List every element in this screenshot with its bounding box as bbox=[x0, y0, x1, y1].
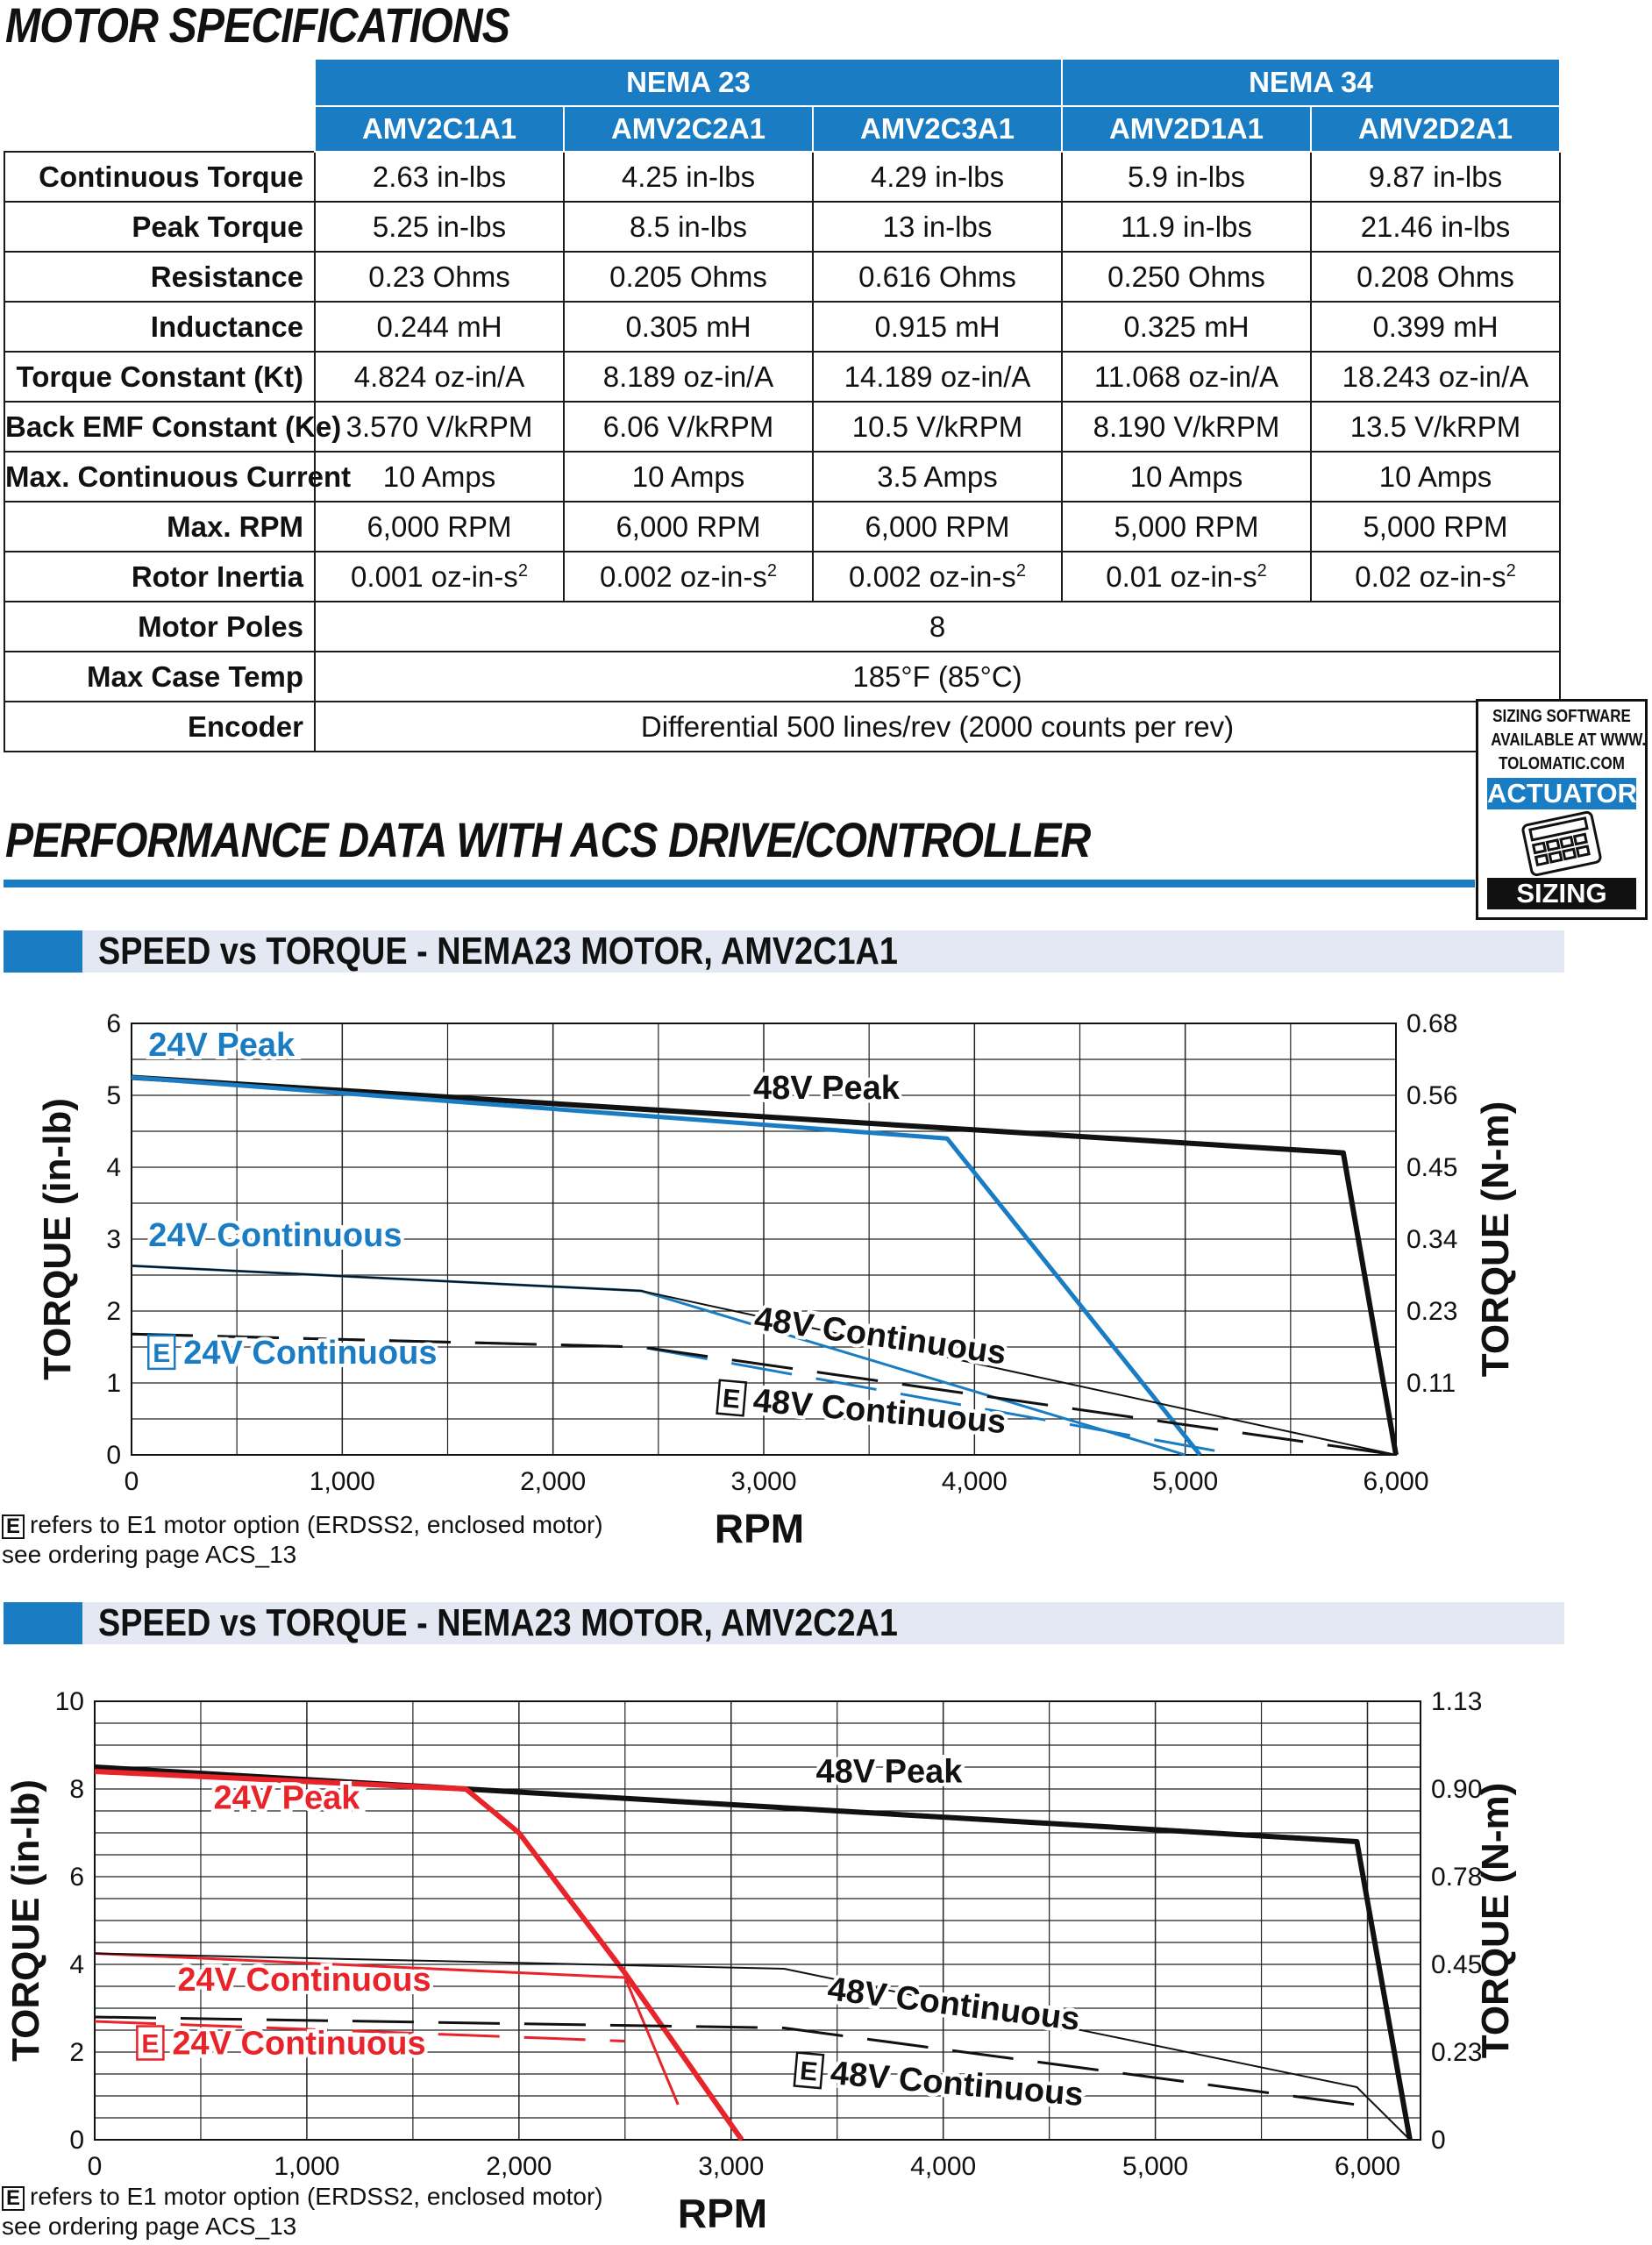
spec-value: 0.002 oz-in-s bbox=[600, 559, 767, 593]
spec-row-label: Torque Constant (Kt) bbox=[4, 352, 315, 402]
y2-tick-label: 0.45 bbox=[1431, 1950, 1483, 1979]
spec-row bbox=[4, 152, 1560, 202]
spec-value: 0.305 mH bbox=[625, 310, 751, 343]
spec-value: 5,000 RPM bbox=[1114, 510, 1259, 543]
spec-cell bbox=[1062, 152, 1311, 202]
y-tick-label: 5 bbox=[106, 1081, 121, 1110]
spec-cell bbox=[813, 302, 1062, 352]
y-tick-label: 1 bbox=[106, 1369, 121, 1398]
x-tick-label: 2,000 bbox=[486, 2152, 552, 2181]
spec-cell bbox=[1062, 452, 1311, 502]
y2-tick-label: 0.23 bbox=[1431, 2038, 1483, 2067]
series-label: 48V Peak bbox=[752, 1070, 900, 1108]
spec-row bbox=[4, 252, 1560, 302]
spec-value: 0.01 oz-in-s bbox=[1106, 559, 1257, 593]
spec-value: 13 in-lbs bbox=[882, 210, 993, 243]
x-tick-label: 4,000 bbox=[910, 2152, 977, 2181]
spec-value: 10 Amps bbox=[1378, 460, 1492, 493]
spec-row bbox=[4, 452, 1560, 502]
spec-cell bbox=[315, 252, 564, 302]
spec-row-label: Max. RPM bbox=[4, 502, 315, 552]
spec-cell bbox=[564, 552, 813, 602]
spec-row-label: Resistance bbox=[4, 252, 315, 302]
y2-tick-label: 0.90 bbox=[1431, 1775, 1483, 1804]
badge-actuator: ACTUATOR bbox=[1487, 778, 1638, 809]
spec-table-wrap bbox=[4, 58, 1561, 752]
spec-cell bbox=[813, 552, 1062, 602]
spec-value: 14.189 oz-in/A bbox=[844, 360, 1031, 393]
spec-value: 0.205 Ohms bbox=[609, 260, 767, 293]
spec-row bbox=[4, 702, 1560, 752]
series-label-group bbox=[816, 1754, 964, 1791]
spec-cell bbox=[564, 452, 813, 502]
e-box-letter: E bbox=[798, 2056, 819, 2087]
chart2-svg bbox=[0, 1662, 1652, 2241]
badge-line: SIZING SOFTWARE bbox=[1492, 707, 1631, 726]
spec-value: 0.23 Ohms bbox=[368, 260, 510, 293]
spec-value: 5.25 in-lbs bbox=[372, 210, 507, 243]
spec-cell bbox=[1311, 152, 1560, 202]
spec-row-label: Back EMF Constant (Ke) bbox=[4, 402, 315, 452]
spec-cell bbox=[1311, 552, 1560, 602]
spec-cell bbox=[813, 452, 1062, 502]
spec-cell bbox=[1062, 202, 1311, 252]
spec-cell bbox=[813, 502, 1062, 552]
spec-cell bbox=[1311, 452, 1560, 502]
spec-cell bbox=[315, 352, 564, 402]
series-label: 48V Continuous bbox=[829, 2055, 1086, 2114]
y-tick-label: 6 bbox=[69, 1863, 84, 1892]
model-header: AMV2D1A1 bbox=[1062, 106, 1311, 152]
title-bar-block bbox=[4, 1602, 82, 1644]
spec-row bbox=[4, 502, 1560, 552]
model-header: AMV2C2A1 bbox=[564, 106, 813, 152]
e-box-letter: E bbox=[153, 1338, 171, 1368]
spec-value: 13.5 V/kRPM bbox=[1349, 410, 1521, 443]
note-line bbox=[2, 2182, 603, 2212]
y-tick-label: 4 bbox=[106, 1153, 121, 1182]
spec-value: 6.06 V/kRPM bbox=[602, 410, 774, 443]
spec-value: 5,000 RPM bbox=[1363, 510, 1508, 543]
spec-value: 0.208 Ohms bbox=[1356, 260, 1514, 293]
spec-cell bbox=[813, 352, 1062, 402]
series-label: 24V Peak bbox=[213, 1779, 360, 1817]
spec-superscript: 2 bbox=[1506, 560, 1516, 581]
spec-cell bbox=[1311, 352, 1560, 402]
spec-cell bbox=[1062, 552, 1311, 602]
spec-cell bbox=[315, 552, 564, 602]
x-tick-label: 5,000 bbox=[1152, 1467, 1219, 1496]
spec-value: 4.29 in-lbs bbox=[870, 160, 1005, 193]
group-nema23: NEMA 23 bbox=[315, 59, 1062, 106]
x-tick-label: 6,000 bbox=[1334, 2152, 1401, 2181]
note-text: refers to E1 motor option (ERDSS2, enclosed motor) bbox=[30, 2183, 603, 2210]
spec-row-label: Motor Poles bbox=[4, 602, 315, 652]
x-tick-label: 6,000 bbox=[1363, 1467, 1429, 1496]
spec-cell bbox=[1311, 502, 1560, 552]
spec-value: 2.63 in-lbs bbox=[372, 160, 507, 193]
e-box-letter: E bbox=[141, 2029, 160, 2059]
spec-value: 0.02 oz-in-s bbox=[1355, 559, 1506, 593]
y2-tick-label: 1.13 bbox=[1431, 1687, 1483, 1716]
spec-superscript: 2 bbox=[1257, 560, 1267, 581]
spec-cell bbox=[564, 402, 813, 452]
x-axis-label: RPM bbox=[714, 1506, 805, 1551]
spec-cell: 8 bbox=[315, 602, 1560, 652]
model-header-row bbox=[4, 106, 1560, 152]
spec-value: 0.399 mH bbox=[1372, 310, 1499, 343]
spec-cell bbox=[1062, 302, 1311, 352]
spec-row bbox=[4, 602, 1560, 652]
spec-value: 6,000 RPM bbox=[865, 510, 1010, 543]
spec-value: 21.46 in-lbs bbox=[1360, 210, 1511, 243]
spec-value: 3.570 V/kRPM bbox=[345, 410, 533, 443]
spec-cell bbox=[813, 402, 1062, 452]
model-header: AMV2D2A1 bbox=[1311, 106, 1560, 152]
group-nema34: NEMA 34 bbox=[1062, 59, 1560, 106]
spec-cell bbox=[315, 302, 564, 352]
chart1-title-bar bbox=[4, 930, 1564, 973]
series-line bbox=[95, 1767, 1410, 2140]
chart1-svg bbox=[0, 987, 1652, 1551]
y2-axis-label: TORQUE (N-m) bbox=[1474, 1782, 1517, 2059]
x-tick-label: 4,000 bbox=[941, 1467, 1008, 1496]
spec-row-label: Encoder bbox=[4, 702, 315, 752]
series-label: 48V Continuous bbox=[751, 1300, 1008, 1372]
spec-value: 8.189 oz-in/A bbox=[602, 360, 774, 393]
title-bar-block bbox=[4, 930, 82, 973]
series-label-group bbox=[148, 1335, 437, 1372]
series-label: 24V Continuous bbox=[183, 1334, 438, 1372]
spec-value: 0.001 oz-in-s bbox=[351, 559, 518, 593]
spec-title: MOTOR SPECIFICATIONS bbox=[5, 0, 510, 53]
spec-value: 0.002 oz-in-s bbox=[849, 559, 1016, 593]
badge-sizing: SIZING bbox=[1487, 878, 1636, 909]
y-tick-label: 10 bbox=[54, 1687, 84, 1716]
y2-tick-label: 0.34 bbox=[1406, 1225, 1458, 1254]
spec-value: 0.244 mH bbox=[376, 310, 502, 343]
y2-axis-label: TORQUE (N-m) bbox=[1474, 1101, 1517, 1378]
spec-cell bbox=[315, 502, 564, 552]
header-blank bbox=[4, 59, 315, 106]
spec-cell bbox=[564, 302, 813, 352]
y2-tick-label: 0.78 bbox=[1431, 1863, 1483, 1892]
spec-value: 0.325 mH bbox=[1123, 310, 1250, 343]
spec-cell bbox=[1311, 252, 1560, 302]
y2-tick-label: 0.23 bbox=[1406, 1297, 1458, 1326]
spec-cell bbox=[813, 252, 1062, 302]
y-tick-label: 6 bbox=[106, 1009, 121, 1038]
spec-value: 10 Amps bbox=[1129, 460, 1243, 493]
spec-cell: 185°F (85°C) bbox=[315, 652, 1560, 702]
spec-value: 0.616 Ohms bbox=[858, 260, 1016, 293]
header-blank bbox=[4, 106, 315, 152]
spec-value: 10 Amps bbox=[631, 460, 745, 493]
spec-cell bbox=[1311, 202, 1560, 252]
y-tick-label: 0 bbox=[69, 2126, 84, 2155]
spec-cell bbox=[564, 152, 813, 202]
x-tick-label: 1,000 bbox=[274, 2152, 340, 2181]
chart2-note bbox=[2, 2182, 603, 2241]
spec-row bbox=[4, 352, 1560, 402]
spec-row-label: Max Case Temp bbox=[4, 652, 315, 702]
series-label: 24V Continuous bbox=[148, 1217, 402, 1255]
spec-value: 4.25 in-lbs bbox=[621, 160, 756, 193]
y-tick-label: 3 bbox=[106, 1225, 121, 1254]
note-line: see ordering page ACS_13 bbox=[2, 2213, 297, 2240]
series-label-group bbox=[148, 1027, 296, 1064]
chart1-note bbox=[2, 1510, 603, 1570]
spec-row-label: Rotor Inertia bbox=[4, 552, 315, 602]
spec-value: 6,000 RPM bbox=[616, 510, 761, 543]
spec-row-label: Peak Torque bbox=[4, 202, 315, 252]
spec-row-label: Continuous Torque bbox=[4, 152, 315, 202]
spec-value: 4.824 oz-in/A bbox=[353, 360, 525, 393]
series-label: 48V Continuous bbox=[751, 1382, 1008, 1442]
spec-cell bbox=[564, 202, 813, 252]
series-label: 48V Continuous bbox=[825, 1971, 1082, 2039]
x-tick-label: 5,000 bbox=[1122, 2152, 1189, 2181]
sizing-software-badge[interactable] bbox=[1476, 699, 1648, 920]
model-header: AMV2C1A1 bbox=[315, 106, 564, 152]
performance-title: PERFORMANCE DATA WITH ACS DRIVE/CONTROLLER bbox=[5, 812, 1091, 867]
y-tick-label: 4 bbox=[69, 1950, 84, 1979]
model-header: AMV2C3A1 bbox=[813, 106, 1062, 152]
series-label: 24V Continuous bbox=[177, 1962, 431, 1999]
note-line bbox=[2, 1510, 603, 1540]
chart2-title-bar bbox=[4, 1602, 1564, 1644]
series-label-group bbox=[213, 1780, 360, 1817]
spec-value: 0.915 mH bbox=[874, 310, 1000, 343]
spec-cell bbox=[1062, 252, 1311, 302]
note-line: see ordering page ACS_13 bbox=[2, 1541, 297, 1568]
spec-row bbox=[4, 302, 1560, 352]
spec-superscript: 2 bbox=[517, 560, 528, 581]
spec-cell bbox=[1062, 402, 1311, 452]
spec-cell bbox=[564, 252, 813, 302]
spec-cell bbox=[1311, 402, 1560, 452]
e-box-icon: E bbox=[2, 1514, 25, 1539]
spec-value: 11.068 oz-in/A bbox=[1093, 360, 1279, 393]
x-tick-label: 3,000 bbox=[698, 2152, 765, 2181]
spec-value: 0.250 Ohms bbox=[1107, 260, 1265, 293]
y-tick-label: 2 bbox=[69, 2038, 84, 2067]
spec-cell bbox=[315, 152, 564, 202]
spec-cell bbox=[1062, 502, 1311, 552]
e-box-letter: E bbox=[721, 1384, 742, 1415]
spec-row bbox=[4, 402, 1560, 452]
y2-tick-label: 0.45 bbox=[1406, 1153, 1458, 1182]
y2-tick-label: 0.11 bbox=[1406, 1369, 1456, 1398]
spec-cell bbox=[1062, 352, 1311, 402]
chart1-title: SPEED vs TORQUE - NEMA23 MOTOR, AMV2C1A1 bbox=[98, 930, 898, 973]
spec-value: 5.9 in-lbs bbox=[1128, 160, 1245, 193]
series-label-group bbox=[148, 1217, 402, 1254]
x-axis-label: RPM bbox=[677, 2191, 768, 2236]
spec-value: 3.5 Amps bbox=[877, 460, 998, 493]
spec-superscript: 2 bbox=[1015, 560, 1026, 581]
y2-tick-label: 0 bbox=[1431, 2126, 1446, 2155]
x-tick-label: 3,000 bbox=[730, 1467, 797, 1496]
x-tick-label: 1,000 bbox=[309, 1467, 375, 1496]
y2-tick-label: 0.68 bbox=[1406, 1009, 1458, 1038]
spec-row-label: Max. Continuous Current bbox=[4, 452, 315, 502]
x-tick-label: 0 bbox=[87, 2152, 103, 2181]
series-label-group bbox=[753, 1070, 901, 1107]
x-tick-label: 0 bbox=[124, 1467, 139, 1496]
calculator-icon bbox=[1521, 813, 1602, 874]
spec-value: 9.87 in-lbs bbox=[1368, 160, 1503, 193]
spec-value: 11.9 in-lbs bbox=[1121, 210, 1252, 243]
spec-row bbox=[4, 552, 1560, 602]
chart2-title: SPEED vs TORQUE - NEMA23 MOTOR, AMV2C2A1 bbox=[98, 1601, 898, 1644]
y-tick-label: 8 bbox=[69, 1775, 84, 1804]
spec-row-label: Inductance bbox=[4, 302, 315, 352]
y-axis-label: TORQUE (in-lb) bbox=[36, 1098, 79, 1380]
series-label-group bbox=[826, 1971, 1082, 2038]
badge-line: TOLOMATIC.COM bbox=[1499, 754, 1625, 773]
spec-body bbox=[4, 152, 1560, 752]
spec-value: 10.5 V/kRPM bbox=[851, 410, 1023, 443]
spec-cell bbox=[1311, 302, 1560, 352]
series-label-group bbox=[177, 1962, 431, 1999]
spec-value: 18.243 oz-in/A bbox=[1342, 360, 1529, 393]
spec-cell bbox=[813, 202, 1062, 252]
y2-tick-label: 0.56 bbox=[1406, 1081, 1458, 1110]
spec-value: 6,000 RPM bbox=[367, 510, 512, 543]
spec-row bbox=[4, 652, 1560, 702]
spec-row bbox=[4, 202, 1560, 252]
spec-table bbox=[4, 58, 1561, 752]
section-rule bbox=[4, 880, 1475, 887]
spec-cell bbox=[315, 402, 564, 452]
spec-value: 8.5 in-lbs bbox=[630, 210, 747, 243]
note-text: refers to E1 motor option (ERDSS2, enclosed motor) bbox=[30, 1511, 603, 1538]
spec-cell bbox=[315, 452, 564, 502]
x-tick-label: 2,000 bbox=[520, 1467, 587, 1496]
spec-cell bbox=[564, 502, 813, 552]
y-tick-label: 0 bbox=[106, 1441, 121, 1470]
spec-cell bbox=[564, 352, 813, 402]
badge-line: AVAILABLE AT WWW. bbox=[1491, 731, 1647, 750]
e-box-icon: E bbox=[2, 2186, 25, 2211]
series-label: 24V Peak bbox=[148, 1026, 296, 1064]
series-label: 48V Peak bbox=[815, 1753, 963, 1791]
spec-value: 8.190 V/kRPM bbox=[1093, 410, 1280, 443]
series-label: 24V Continuous bbox=[172, 2025, 426, 2063]
spec-cell bbox=[813, 152, 1062, 202]
spec-superscript: 2 bbox=[766, 560, 777, 581]
spec-cell bbox=[315, 202, 564, 252]
spec-value: 10 Amps bbox=[382, 460, 496, 493]
group-header-row bbox=[4, 59, 1560, 106]
y-tick-label: 2 bbox=[106, 1297, 121, 1326]
series-label-group bbox=[137, 2026, 425, 2063]
spec-cell: Differential 500 lines/rev (2000 counts per rev) bbox=[315, 702, 1560, 752]
y-axis-label: TORQUE (in-lb) bbox=[4, 1779, 47, 2062]
